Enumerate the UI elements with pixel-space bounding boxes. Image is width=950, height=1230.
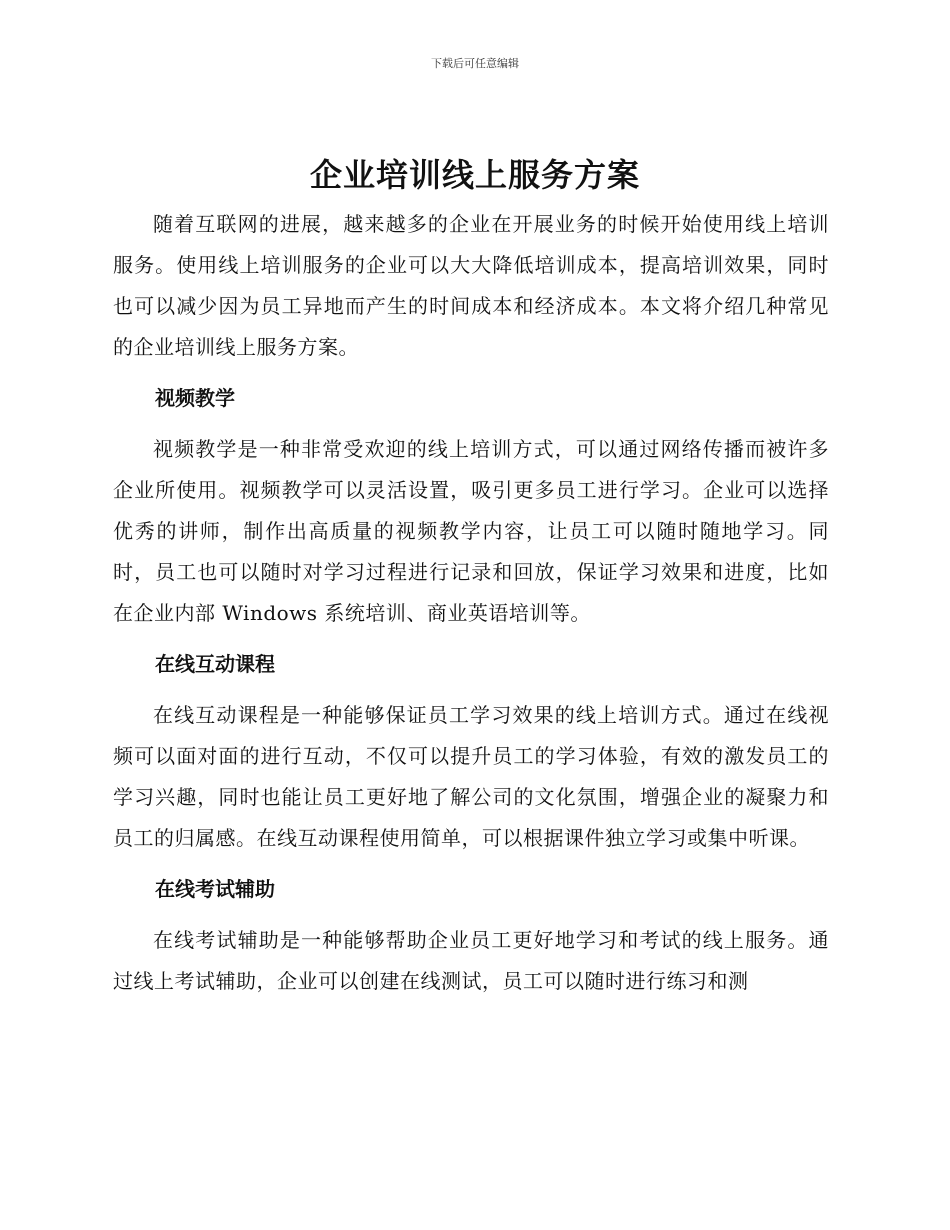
section-paragraph-video: 视频教学是一种非常受欢迎的线上培训方式，可以通过网络传播而被许多企业所使用。视频教学可以灵活设置，吸引更多员工进行学习。企业可以选择优秀的讲师，制作出高质量的视频教学内容，让员工可以随时随地学习。同时，员工也可以随时对学习过程进行记录和回放，保证学习效果和进度，比如在企业内部 Windows 系统培训、商业英语培训等。 (113, 437, 829, 625)
page-header-note: 下载后可任意编辑 (431, 57, 519, 70)
document-title: 企业培训线上服务方案 (309, 156, 640, 194)
document-body (113, 204, 829, 1002)
section-paragraph-exam: 在线考试辅助是一种能够帮助企业员工更好地学习和考试的线上服务。通过线上考试辅助，企业可以创建在线测试，员工可以随时进行练习和测 (113, 928, 829, 993)
section-paragraph-interactive: 在线互动课程是一种能够保证员工学习效果的线上培训方式。通过在线视频可以面对面的进行互动，不仅可以提升员工的学习体验，有效的激发员工的学习兴趣，同时也能让员工更好地了解公司的文化氛围，增强企业的凝聚力和员工的归属感。在线互动课程使用简单，可以根据课件独立学习或集中听课。 (113, 703, 829, 850)
section-heading-interactive: 在线互动课程 (155, 652, 275, 676)
section-heading-video: 视频教学 (155, 386, 235, 410)
section-heading-exam: 在线考试辅助 (155, 877, 275, 901)
intro-paragraph: 随着互联网的进展，越来越多的企业在开展业务的时候开始使用线上培训服务。使用线上培训服务的企业可以大大降低培训成本，提高培训效果，同时也可以减少因为员工异地而产生的时间成本和经济成本。本文将介绍几种常见的企业培训线上服务方案。 (113, 212, 829, 359)
